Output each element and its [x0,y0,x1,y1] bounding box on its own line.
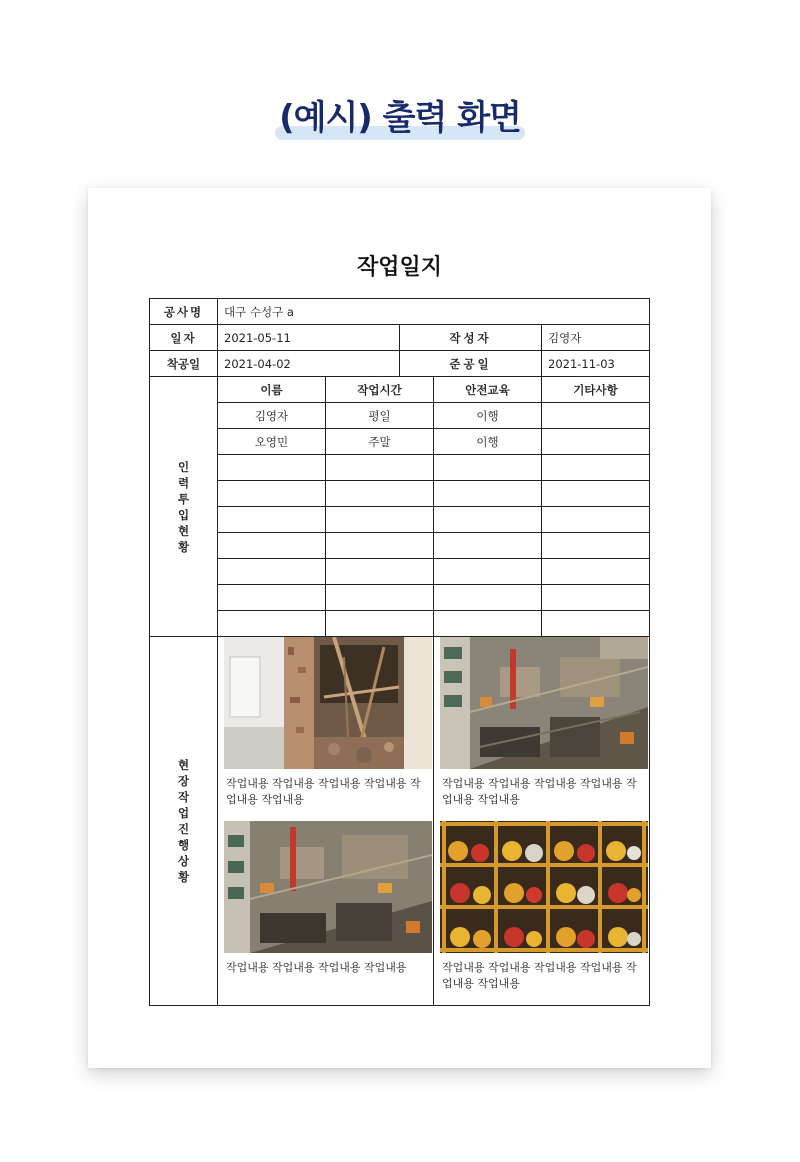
start-value: 2021-04-02 [218,351,400,377]
work-log-table [149,298,650,1006]
empty-cell [542,481,650,507]
photo-cell [434,821,650,1006]
empty-cell [218,455,326,481]
empty-cell [434,585,542,611]
empty-cell [326,533,434,559]
table-row [150,351,650,377]
cell-name: 김영자 [218,403,326,429]
col-header-hours: 작업시간 [326,377,434,403]
site-photo-interior-demolition [224,637,432,769]
date-label: 일자 [150,325,218,351]
photo-cell [218,821,434,1006]
empty-cell [326,559,434,585]
site-photo-aerial-construction [440,637,648,769]
table-row [150,821,650,1006]
table-row-empty [150,507,650,533]
start-label: 착공일 [150,351,218,377]
cell-safety: 이행 [434,429,542,455]
heading-text: (예시) 출력 화면 [279,98,521,138]
empty-cell [326,481,434,507]
empty-cell [434,533,542,559]
cell-hours: 주말 [326,429,434,455]
empty-cell [542,533,650,559]
photo-caption: 작업내용 작업내용 작업내용 작업내용 [226,961,407,974]
empty-cell [218,559,326,585]
table-row-empty [150,585,650,611]
empty-cell [542,611,650,637]
progress-section-label [150,637,218,1006]
cell-notes [542,403,650,429]
vertical-text: 현 장 작 업 진 행 상 황 [177,758,190,884]
table-row-empty [150,533,650,559]
table-row-empty [150,455,650,481]
empty-cell [218,481,326,507]
document-title: 작업일지 [356,255,442,280]
empty-cell [218,507,326,533]
empty-cell [326,455,434,481]
empty-cell [434,455,542,481]
table-row-empty [150,559,650,585]
table-row-empty [150,611,650,637]
table-row [150,429,650,455]
author-label: 작성자 [400,325,542,351]
photo-cell [218,637,434,822]
document-paper [88,188,711,1068]
table-row [150,299,650,325]
author-value: 김영자 [542,325,650,351]
end-label: 준공일 [400,351,542,377]
empty-cell [326,585,434,611]
cell-safety: 이행 [434,403,542,429]
empty-cell [218,533,326,559]
project-label: 공사명 [150,299,218,325]
photo-caption: 작업내용 작업내용 작업내용 작업내용 작업내용 작업내용 [442,961,637,990]
empty-cell [218,585,326,611]
empty-cell [218,611,326,637]
cell-notes [542,429,650,455]
table-row [150,403,650,429]
personnel-section-label [150,377,218,637]
empty-cell [434,559,542,585]
empty-cell [542,507,650,533]
photo-caption: 작업내용 작업내용 작업내용 작업내용 작업내용 작업내용 [442,777,637,806]
table-row [150,637,650,822]
col-header-name: 이름 [218,377,326,403]
heading-wrap [0,96,800,140]
table-row [150,377,650,403]
empty-cell [434,481,542,507]
empty-cell [542,585,650,611]
photo-caption: 작업내용 작업내용 작업내용 작업내용 작업내용 작업내용 [226,777,421,806]
col-header-notes: 기타사항 [542,377,650,403]
table-row-empty [150,481,650,507]
vertical-text: 인 력 투 입 현 황 [177,459,190,554]
empty-cell [542,455,650,481]
empty-cell [542,559,650,585]
date-value: 2021-05-11 [218,325,400,351]
col-header-safety: 안전교육 [434,377,542,403]
site-photo-hard-hats [440,821,648,953]
cell-hours: 평일 [326,403,434,429]
empty-cell [326,507,434,533]
photo-cell [434,637,650,822]
page-heading [275,96,525,140]
project-value: 대구 수성구 a [218,299,650,325]
empty-cell [326,611,434,637]
empty-cell [434,611,542,637]
cell-name: 오영민 [218,429,326,455]
end-value: 2021-11-03 [542,351,650,377]
empty-cell [434,507,542,533]
site-photo-aerial-construction-2 [224,821,432,953]
table-row [150,325,650,351]
